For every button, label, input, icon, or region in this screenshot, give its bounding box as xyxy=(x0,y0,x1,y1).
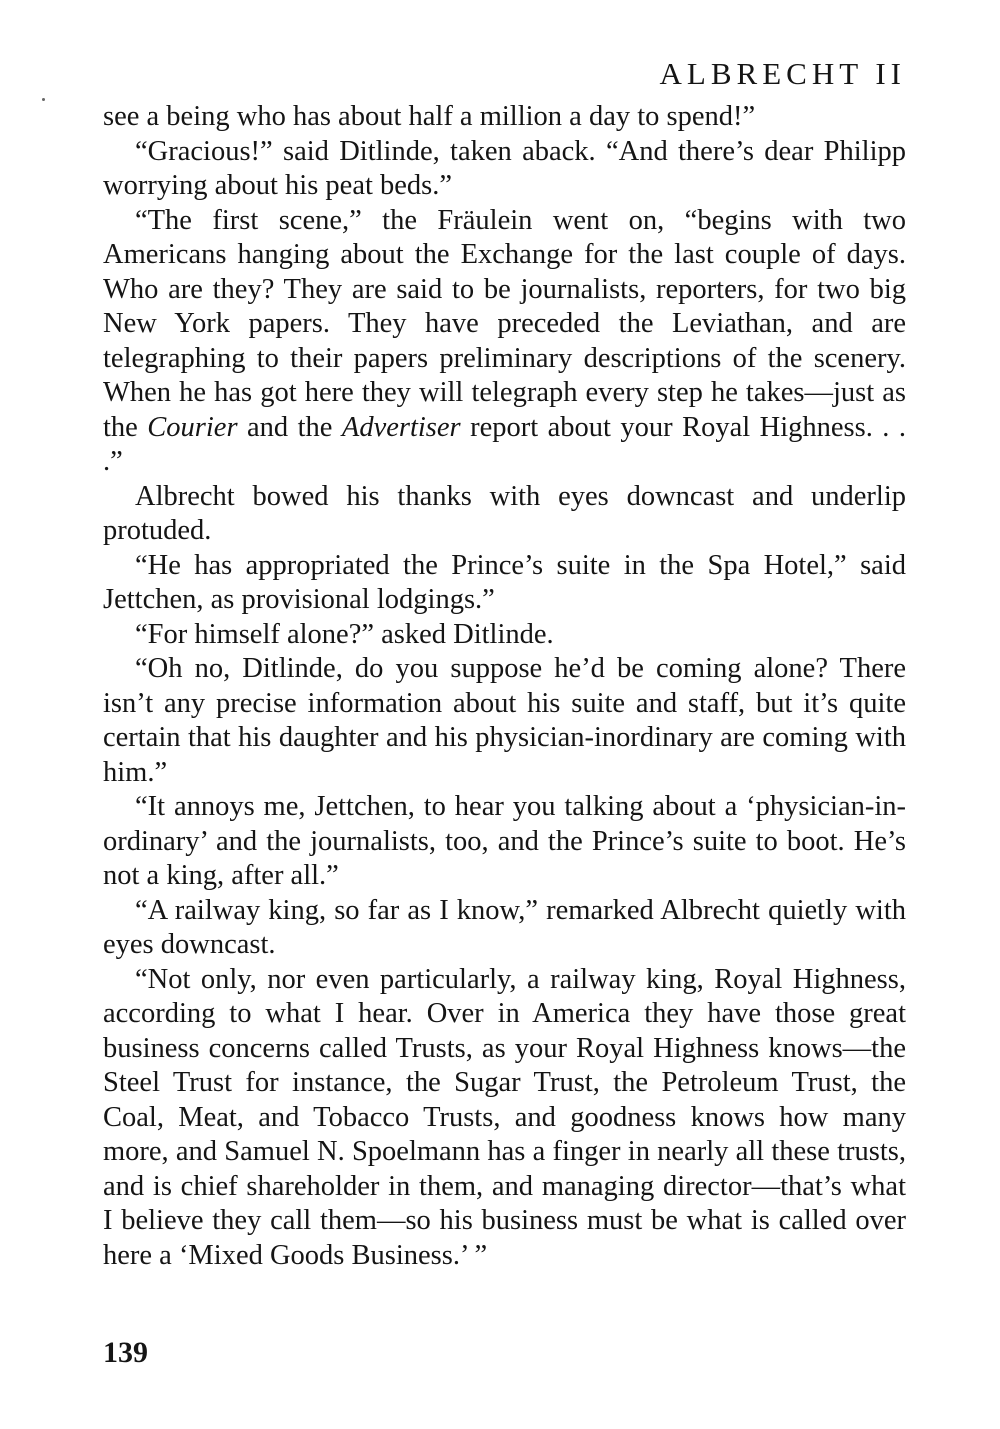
paragraph: “Gracious!” said Ditlinde, taken aback. “And there’s dear Philipp worrying about his peat beds.” xyxy=(103,135,906,201)
newspaper-title-advertiser: Advertiser xyxy=(341,411,461,443)
running-title: ALBRECHT II xyxy=(659,56,906,91)
newspaper-title-courier: Courier xyxy=(147,411,238,443)
paragraph: Albrecht bowed his thanks with eyes downcast and underlip protuded. xyxy=(103,480,906,546)
paragraph: “He has appropriated the Prince’s suite in the Spa Hotel,” said Jettchen, as provisional lodgings.” xyxy=(103,549,906,615)
paragraph: “For himself alone?” asked Ditlinde. xyxy=(135,618,554,650)
paragraph: “A railway king, so far as I know,” remarked Albrecht quietly with eyes downcast. xyxy=(103,894,906,960)
paragraph-with-italics xyxy=(103,204,906,480)
paragraph: see a being who has about half a million a day to spend!” xyxy=(103,101,756,132)
paragraph: “Oh no, Ditlinde, do you suppose he’d be coming alone? There isn’t any precise information about his suite and staff, but it’s quite certain that his daughter and his physician-inordinary are coming with him.” xyxy=(103,653,906,788)
paragraph-text: and the xyxy=(237,411,342,443)
page-number: 139 xyxy=(103,1336,148,1369)
paragraph: “Not only, nor even particularly, a railway king, Royal Highness, according to what I hear. Over in America they have those great business concerns called Trusts, as your Royal Highness knows—the Steel Trust for instance, the Sugar Trust, the Petroleum Trust, the Coal, Meat, and Tobacco Trusts, and goodness knows how many more, and Samuel N. Spoelmann has a finger in nearly all these trusts, and is chief shareholder in them, and managing director—that’s what I believe they call them—so his business must be what is called over here a ‘Mixed Goods Business.’ ” xyxy=(103,963,906,1271)
body-text xyxy=(103,100,906,1273)
paragraph-text: report about your Royal Highness. . . .” xyxy=(103,411,906,477)
paragraph-text: “The first scene,” the Fräulein went on, “begins with two Americans hanging about the Exchange for the last couple of days. Who are they? They are said to be journalists, reporters, for two big New York papers. They have preceded the Leviathan, and are telegraphing to their papers preliminary descriptions of the scenery. When he has got here they will telegraph every step he takes—just as the xyxy=(103,204,906,443)
page-speck xyxy=(42,98,45,101)
paragraph: “It annoys me, Jettchen, to hear you talking about a ‘physician-in-ordinary’ and the journalists, too, and the Prince’s suite to boot. He’s not a king, after all.” xyxy=(103,791,906,891)
